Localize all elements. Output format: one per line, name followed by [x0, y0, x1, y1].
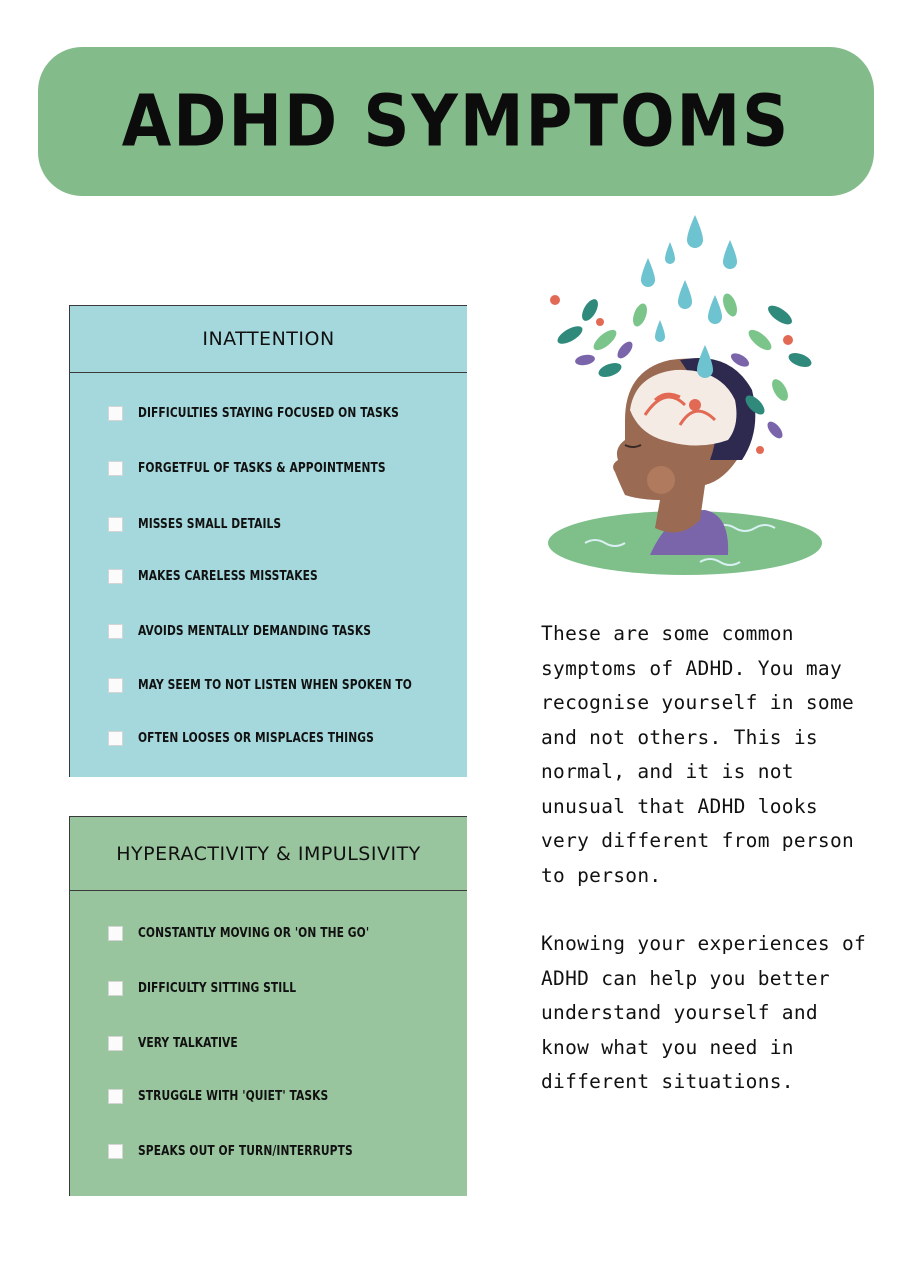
checkbox[interactable]: [108, 406, 123, 421]
list-item: [108, 566, 342, 586]
item-label: SPEAKS OUT OF TURN/INTERRUPTS: [138, 1143, 353, 1159]
inattention-heading: INATTENTION: [70, 306, 467, 373]
title-banner: [38, 47, 874, 196]
list-item: [108, 675, 449, 695]
item-label: MISSES SMALL DETAILS: [138, 516, 282, 532]
item-label: FORGETFUL OF TASKS & APPOINTMENTS: [138, 460, 386, 476]
checkbox[interactable]: [108, 1089, 123, 1104]
checkbox[interactable]: [108, 1144, 123, 1159]
item-label: VERY TALKATIVE: [138, 1035, 238, 1051]
checkbox[interactable]: [108, 731, 123, 746]
list-item: [108, 1086, 354, 1106]
item-label: DIFFICULTIES STAYING FOCUSED ON TASKS: [138, 405, 399, 421]
list-item: [108, 1141, 382, 1161]
checkbox[interactable]: [108, 981, 123, 996]
list-item: [108, 923, 401, 943]
list-item: [108, 514, 301, 534]
item-label: AVOIDS MENTALLY DEMANDING TASKS: [138, 623, 372, 639]
description-text: [541, 617, 871, 1100]
list-item: [108, 728, 406, 748]
hyperactivity-panel: [69, 816, 467, 1196]
list-item: [108, 621, 403, 641]
checkbox[interactable]: [108, 569, 123, 584]
checkbox[interactable]: [108, 926, 123, 941]
checkbox[interactable]: [108, 678, 123, 693]
description-paragraph-1: These are some common symptoms of ADHD. You may recognise yourself in some and not others. This is normal, and it is not unusual that ADHD looks very different from person to person.: [541, 622, 855, 887]
item-label: OFTEN LOOSES OR MISPLACES THINGS: [138, 730, 374, 746]
checkbox[interactable]: [108, 1036, 123, 1051]
item-label: DIFFICULTY SITTING STILL: [138, 980, 297, 996]
description-paragraph-2: Knowing your experiences of ADHD can help you better understand yourself and know what you need in different situations.: [541, 932, 867, 1093]
hyperactivity-heading: HYPERACTIVITY & IMPULSIVITY: [70, 817, 467, 891]
page-title: ADHD SYMPTOMS: [121, 80, 791, 163]
inattention-panel: [69, 305, 467, 777]
item-label: MAY SEEM TO NOT LISTEN WHEN SPOKEN TO: [138, 677, 412, 693]
list-item: [108, 1033, 251, 1053]
item-label: STRUGGLE WITH 'QUIET' TASKS: [138, 1088, 329, 1104]
list-item: [108, 403, 435, 423]
list-item: [108, 978, 318, 998]
head-with-plants-illustration: [530, 210, 830, 590]
checkbox[interactable]: [108, 517, 123, 532]
item-label: MAKES CARELESS MISSTAKES: [138, 568, 318, 584]
item-label: CONSTANTLY MOVING OR 'ON THE GO': [138, 925, 370, 941]
checkbox[interactable]: [108, 624, 123, 639]
list-item: [108, 458, 419, 478]
checkbox[interactable]: [108, 461, 123, 476]
